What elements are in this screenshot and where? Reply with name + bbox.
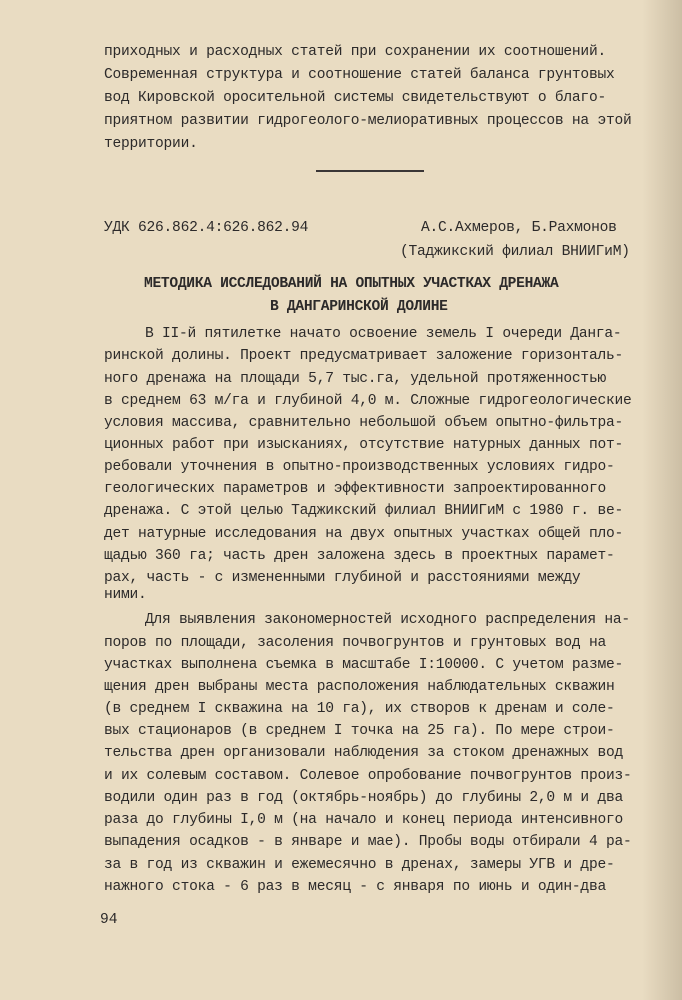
text-line: вых стационаров (в среднем I точка на 25 га). По мере строи- [104, 723, 615, 739]
text-line: рах, часть - с измененными глубиной и расстояниями между [104, 570, 581, 586]
text-line: ребовали уточнения в опытно-производственных условиях гидро- [104, 459, 615, 475]
text-line: дет натурные исследования на двух опытных участках общей пло- [104, 526, 623, 542]
text-line: раза до глубины I,0 м (на начало и конец периода интенсивного [104, 812, 623, 828]
text-line: за в год из скважин и ежемесячно в дренах, замеры УГВ и дре- [104, 857, 615, 873]
text-line: участках выполнена съемка в масштабе I:10000. С учетом разме- [104, 657, 623, 673]
text-line: вод Кировской оросительной системы свидетельствуют о благо- [104, 90, 606, 106]
text-line: щения дрен выбраны места расположения наблюдательных скважин [104, 679, 615, 695]
text-line: щадью 360 га; часть дрен заложена здесь в проектных парамет- [104, 548, 615, 564]
text-line: водили один раз в год (октябрь-ноябрь) до глубины 2,0 м и два [104, 790, 623, 806]
text-line: геологических параметров и эффективности запроектированного [104, 481, 606, 497]
text-line: приятном развитии гидрогеолого-мелиоративных процессов на этой [104, 113, 632, 129]
text-line: ного дренажа на площади 5,7 тыс.га, удельной протяженностью [104, 371, 606, 387]
text-line: ринской долины. Проект предусматривает заложение горизонталь- [104, 348, 623, 364]
text-line: условия массива, сравнительно небольшой объем опытно-фильтра- [104, 415, 623, 431]
authors: А.С.Ахмеров, Б.Рахмонов [421, 220, 617, 236]
text-line: (в среднем I скважина на 10 га), их створов к дренам и соле- [104, 701, 615, 717]
text-line: ними. [104, 587, 147, 603]
text-line: тельства дрен организовали наблюдения за стоком дренажных вод [104, 745, 623, 761]
text-line: Современная структура и соотношение статей баланса грунтовых [104, 67, 615, 83]
text-line: дренажа. С этой целью Таджикский филиал ВНИИГиМ с 1980 г. ве- [104, 503, 623, 519]
section-divider [316, 170, 424, 172]
text-line: Для выявления закономерностей исходного распределения на- [145, 612, 630, 628]
text-line: В II-й пятилетке начато освоение земель I очереди Данга- [145, 326, 622, 342]
text-line: поров по площади, засоления почвогрунтов и грунтовых вод на [104, 635, 606, 651]
text-line: и их солевым составом. Солевое опробование почвогрунтов произ- [104, 768, 632, 784]
udk-code: УДК 626.862.4:626.862.94 [104, 220, 309, 236]
text-line: выпадения осадков - в январе и мае). Пробы воды отбирали 4 ра- [104, 834, 632, 850]
text-line: в среднем 63 м/га и глубиной 4,0 м. Сложные гидрогеологические [104, 393, 632, 409]
text-line: территории. [104, 136, 198, 152]
text-line: приходных и расходных статей при сохранении их соотношений. [104, 44, 606, 60]
text-line: нажного стока - 6 раз в месяц - с января по июнь и один-два [104, 879, 606, 895]
page-number: 94 [100, 912, 118, 928]
article-title-line-1: МЕТОДИКА ИССЛЕДОВАНИЙ НА ОПЫТНЫХ УЧАСТКАХ ДРЕНАЖА [144, 276, 559, 292]
text-line: ционных работ при изысканиях, отсутствие натурных данных пот- [104, 437, 623, 453]
article-title-line-2: В ДАНГАРИНСКОЙ ДОЛИНЕ [270, 299, 448, 315]
page-edge-shadow [642, 0, 682, 1000]
affiliation: (Таджикский филиал ВНИИГиМ) [400, 244, 630, 260]
